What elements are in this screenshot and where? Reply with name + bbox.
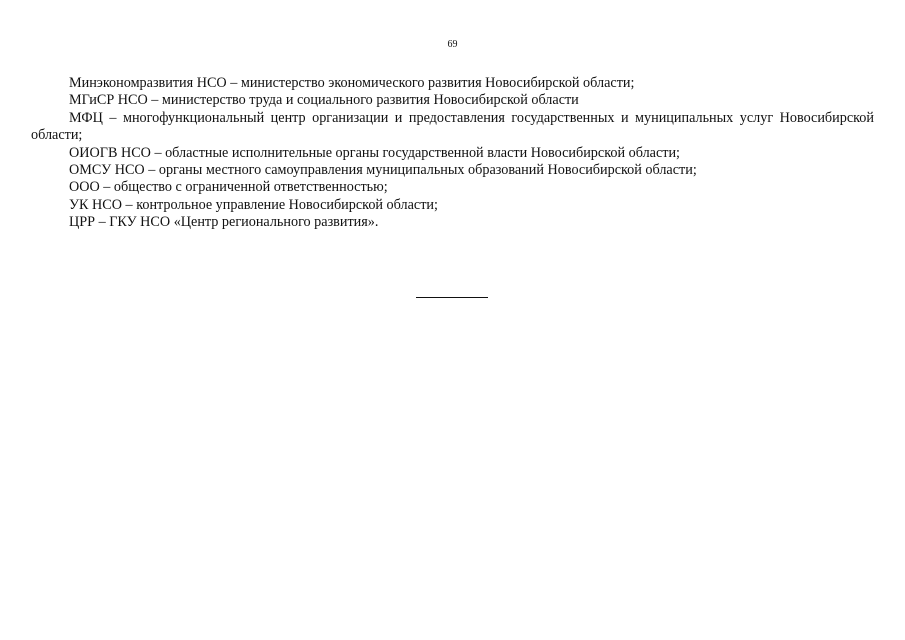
abbreviation-omsu: ОМСУ НСО – органы местного самоуправления муниципальных образований Новосибирской области; — [69, 162, 697, 179]
abbreviations-list — [31, 75, 874, 232]
abbreviation-mgisr: МГиСР НСО – министерство труда и социального развития Новосибирской области — [69, 92, 579, 109]
abbreviation-uk: УК НСО – контрольное управление Новосибирской области; — [69, 196, 438, 213]
end-of-document-rule — [416, 297, 488, 298]
abbreviation-mfc: МФЦ – многофункциональный центр организации и предоставления государственных и муниципальных услуг Новосибирской области; — [31, 109, 874, 144]
page-number: 69 — [447, 39, 458, 50]
abbreviation-ooo: ООО – общество с ограниченной ответственностью; — [69, 179, 388, 196]
abbreviation-crr: ЦРР – ГКУ НСО «Центр регионального развития». — [69, 214, 379, 231]
abbreviation-minekonomrazvitiya: Минэкономразвития НСО – министерство экономического развития Новосибирской области; — [69, 75, 635, 91]
abbreviation-oiogv: ОИОГВ НСО – областные исполнительные органы государственной власти Новосибирской области; — [69, 144, 680, 161]
